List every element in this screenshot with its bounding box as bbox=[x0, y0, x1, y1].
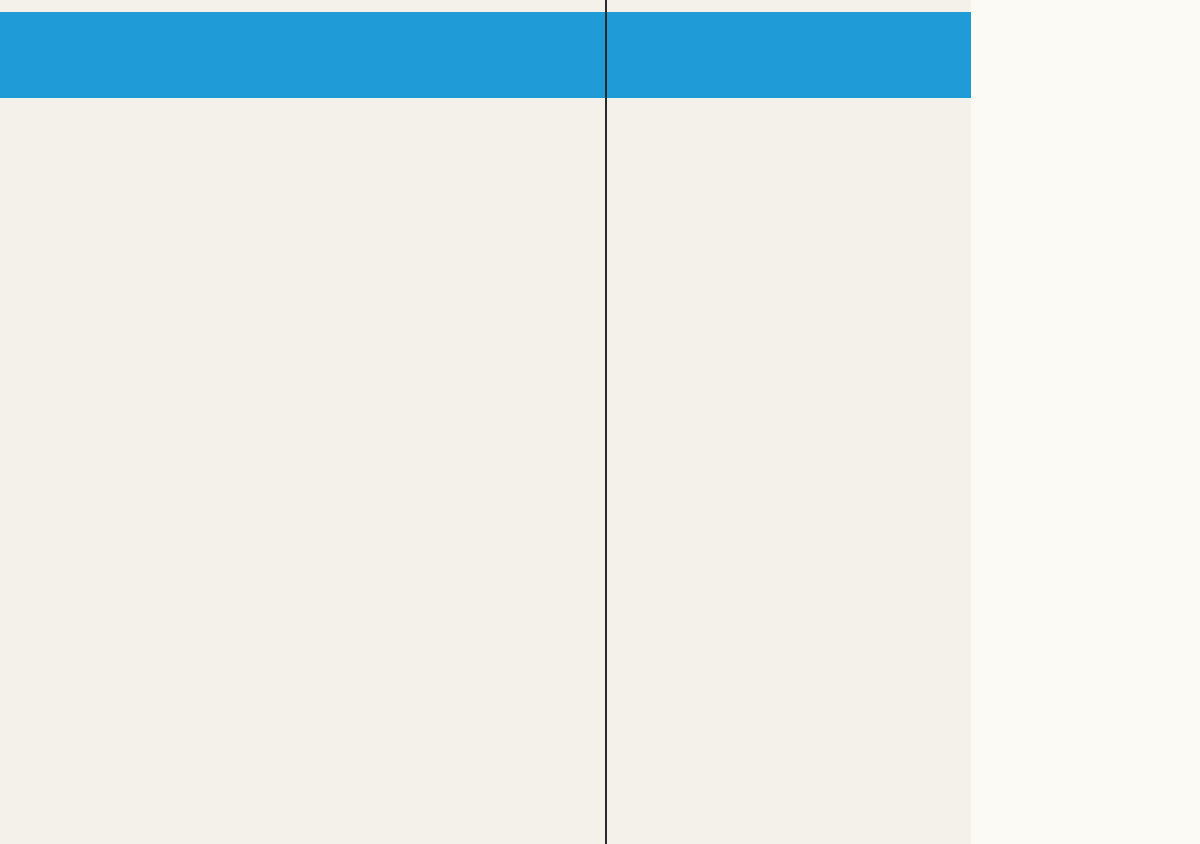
supporters-association-panel bbox=[971, 0, 1200, 844]
banner-band-left bbox=[0, 12, 605, 98]
